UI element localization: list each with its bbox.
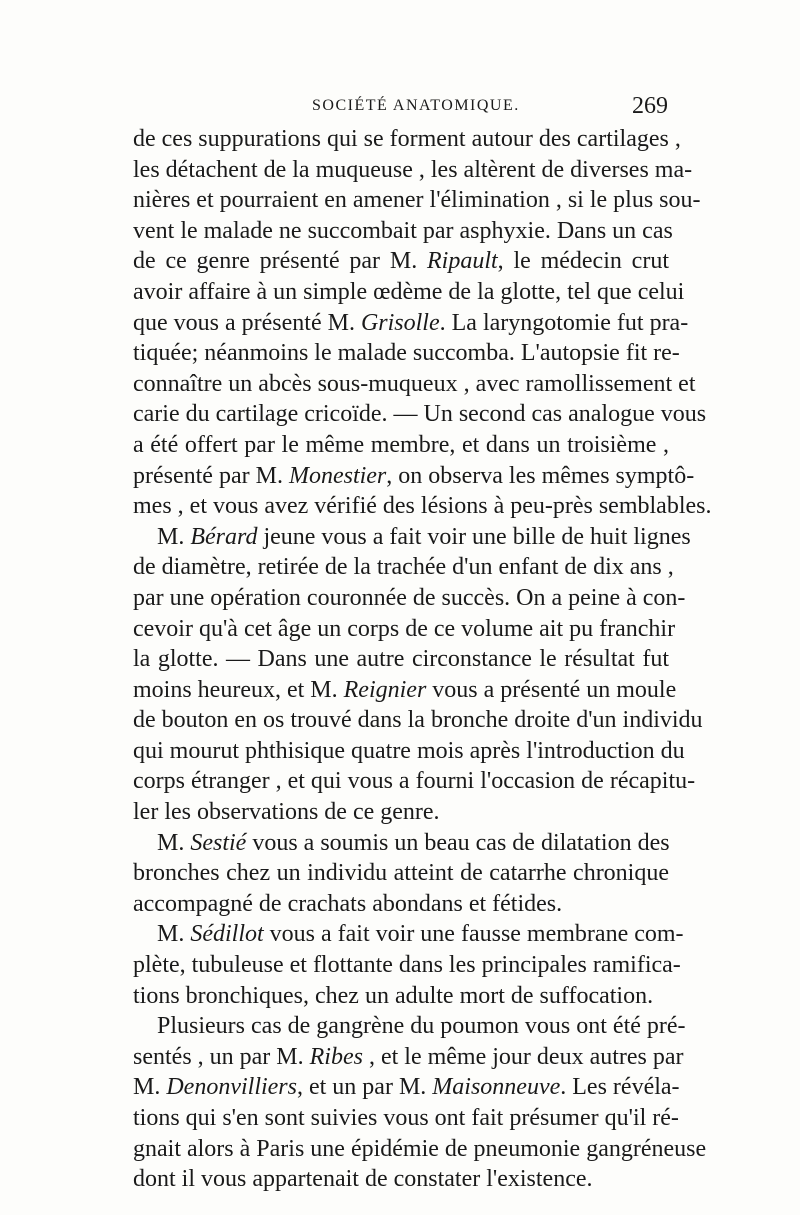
text-line: M. Sestié vous a soumis un beau cas de dilatation des bbox=[157, 829, 670, 856]
text-line: qui mourut phthisique quatre mois après l'introduction du bbox=[133, 737, 685, 764]
text-line: de bouton en os trouvé dans la bronche droite d'un individu bbox=[133, 707, 703, 734]
person-name: Monestier bbox=[288, 462, 387, 489]
text-line: tiquée; néanmoins le malade succomba. L'autopsie fit re- bbox=[133, 340, 680, 367]
text-line: présenté par M. Monestier, on observa les mêmes symptô- bbox=[133, 462, 695, 489]
text-line: de ce genre présenté par M. Ripault, le médecin crut bbox=[133, 248, 669, 275]
text-line: avoir affaire à un simple œdème de la glotte, tel que celui bbox=[133, 278, 685, 305]
text-line: ler les observations de ce genre. bbox=[133, 799, 440, 826]
text-line: par une opération couronnée de succès. On a peine à con- bbox=[133, 584, 686, 611]
text-line: bronches chez un individu atteint de catarrhe chronique bbox=[133, 860, 669, 887]
text-line: dont il vous appartenait de constater l'existence. bbox=[133, 1166, 593, 1193]
text-line: les détachent de la muqueuse , les altèrent de diverses ma- bbox=[133, 156, 693, 183]
text-line: M. Sédillot vous a fait voir une fausse membrane com- bbox=[157, 921, 684, 948]
text-line: mes , et vous avez vérifié des lésions à peu-près semblables. bbox=[133, 493, 712, 520]
text-line: moins heureux, et M. Reignier vous a présenté un moule bbox=[133, 676, 677, 703]
text-line: Plusieurs cas de gangrène du poumon vous ont été pré- bbox=[157, 1013, 686, 1040]
text-line: M. Denonvilliers, et un par M. Maisonneuve. Les révéla- bbox=[133, 1074, 680, 1101]
running-head: SOCIÉTÉ ANATOMIQUE. bbox=[312, 97, 520, 114]
text-line: tions bronchiques, chez un adulte mort de suffocation. bbox=[133, 982, 654, 1009]
body-text bbox=[133, 124, 712, 1195]
text-line: la glotte. — Dans une autre circonstance le résultat fut bbox=[133, 646, 669, 673]
text-line: connaître un abcès sous-muqueux , avec ramollissement et bbox=[133, 370, 696, 397]
page-number: 269 bbox=[632, 93, 668, 119]
text-line: a été offert par le même membre, et dans un troisième , bbox=[133, 431, 669, 458]
text-line: nières et pourraient en amener l'élimination , si le plus sou- bbox=[133, 187, 701, 214]
text-line: de diamètre, retirée de la trachée d'un enfant de dix ans , bbox=[133, 554, 674, 581]
page-header bbox=[130, 93, 670, 121]
person-name: Ripault bbox=[427, 248, 498, 275]
text-line: corps étranger , et qui vous a fourni l'occasion de récapitu- bbox=[133, 768, 696, 795]
text-line: plète, tubuleuse et flottante dans les principales ramifica- bbox=[133, 952, 681, 979]
text-line: tions qui s'en sont suivies vous ont fait présumer qu'il ré- bbox=[133, 1105, 679, 1131]
person-name: Ribes bbox=[309, 1043, 363, 1070]
text-line: gnait alors à Paris une épidémie de pneumonie gangréneuse bbox=[133, 1135, 707, 1162]
person-name: Denonvilliers bbox=[166, 1074, 297, 1101]
person-name: Reignier bbox=[343, 676, 427, 703]
person-name: Bérard bbox=[190, 523, 258, 550]
text-line: accompagné de crachats abondans et fétides. bbox=[133, 890, 563, 917]
text-line: de ces suppurations qui se forment autour des cartilages , bbox=[133, 126, 681, 152]
person-name: Maisonneuve bbox=[432, 1074, 561, 1101]
text-line: cevoir qu'à cet âge un corps de ce volume ait pu franchir bbox=[133, 615, 676, 642]
person-name: Grisolle bbox=[360, 309, 440, 336]
text-line: sentés , un par M. Ribes , et le même jour deux autres par bbox=[133, 1043, 684, 1070]
text-line: que vous a présenté M. Grisolle. La laryngotomie fut pra- bbox=[133, 309, 689, 336]
text-line: vent le malade ne succombait par asphyxie. Dans un cas bbox=[133, 217, 673, 244]
person-name: Sestié bbox=[190, 829, 247, 856]
text-line: M. Bérard jeune vous a fait voir une bille de huit lignes bbox=[157, 523, 691, 550]
text-line: carie du cartilage cricoïde. — Un second cas analogue vous bbox=[133, 401, 707, 428]
person-name: Sédillot bbox=[190, 921, 264, 948]
